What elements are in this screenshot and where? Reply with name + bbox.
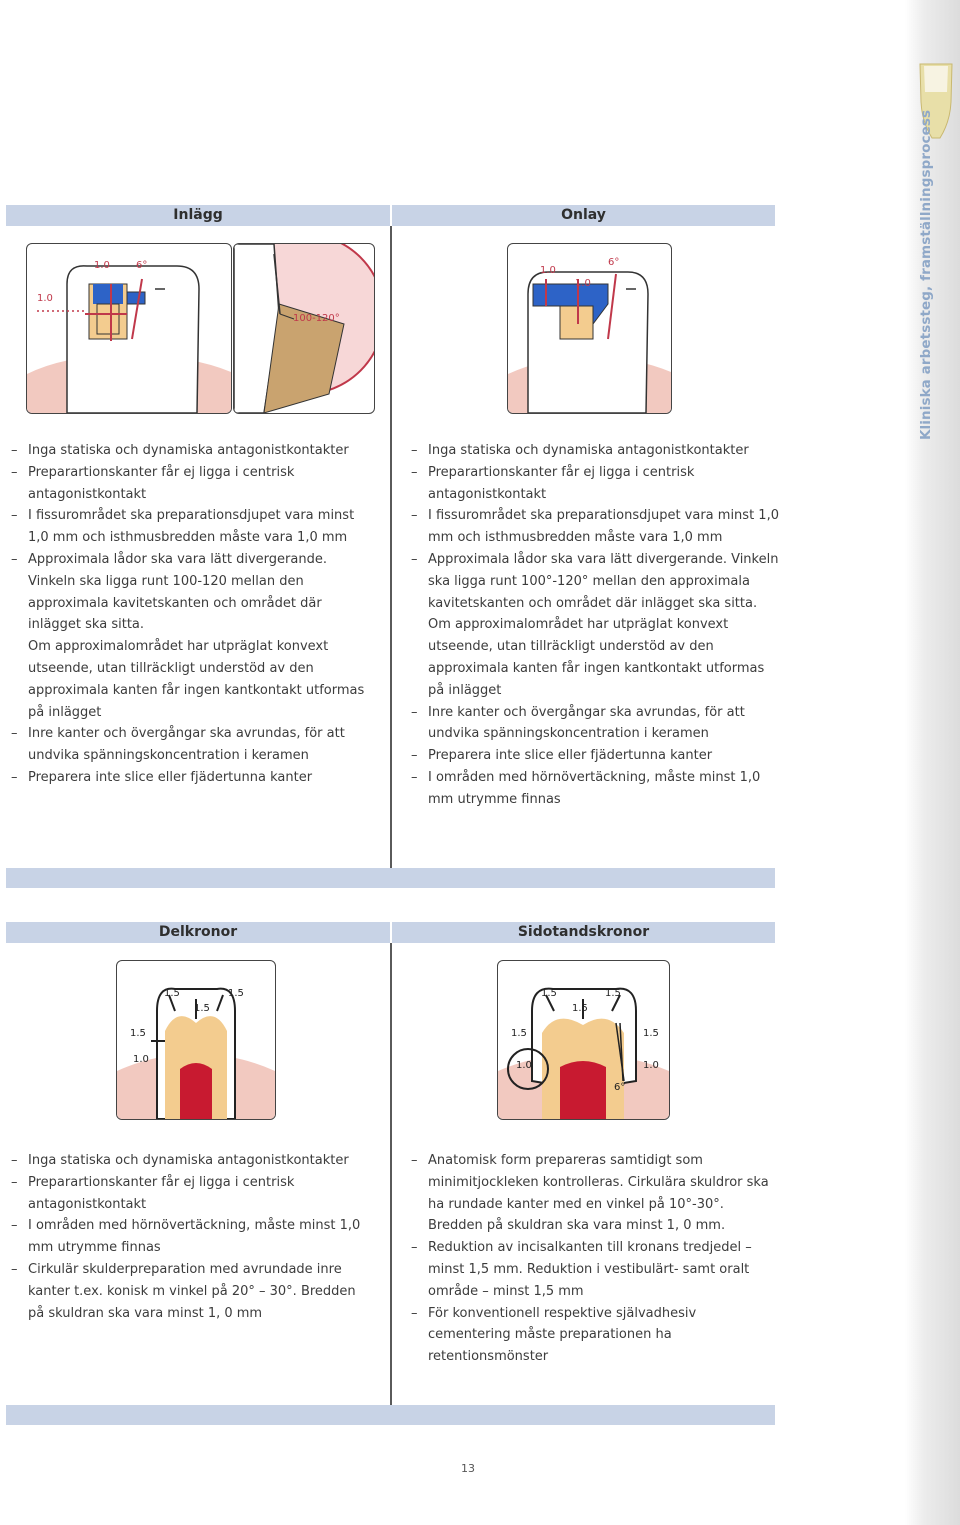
list-item: – För konventionell respektive självadhesiv cementering måste preparationen ha retentionsmönster bbox=[411, 1305, 697, 1365]
section-title-inlagg: Inlägg bbox=[6, 205, 390, 226]
section-title-onlay: Onlay bbox=[392, 205, 775, 226]
list-item: – Inga statiska och dynamiska antagonistkontakter bbox=[11, 1153, 349, 1168]
list-item: – Preparartionskanter får ej ligga i centrisk antagonistkontakt bbox=[11, 464, 295, 502]
sidotandskronor-figure bbox=[497, 960, 670, 1120]
list-item: – Reduktion av incisalkanten till kronans tredjedel – minst 1,5 mm. Reduktion i vestibulärt- samt oralt område – minst 1,5 mm bbox=[411, 1240, 752, 1299]
list-item: – Preparartionskanter får ej ligga i centrisk antagonistkontakt bbox=[11, 1174, 295, 1212]
column-divider bbox=[390, 943, 392, 1405]
delkronor-label-side: 1.5 bbox=[130, 1028, 146, 1039]
onlay-label-c: 6° bbox=[608, 257, 620, 268]
inlagg-angle-figure bbox=[233, 243, 375, 414]
onlay-label-b: 1.0 bbox=[575, 278, 591, 289]
sido-label-t1: 1.5 bbox=[541, 988, 557, 999]
list-item: – Approximala lådor ska vara lätt divergerande. Vinkeln ska ligga runt 100°-120° mellan den approximala kavitetskanten och området där inlägget ska sitta. Om approximalområdet har utpräglat konvext utseende, utan tillräckligt understöd av den approximala kanten får ingen kantkontakt utformas på inlägget bbox=[411, 551, 779, 698]
inlagg-list bbox=[11, 440, 376, 789]
delkronor-list bbox=[11, 1150, 376, 1324]
inlagg-angle-label: 100-120° bbox=[293, 313, 340, 324]
list-item: – I områden med hörnövertäckning, måste minst 1,0 mm utrymme finnas bbox=[411, 769, 761, 807]
inlagg-label-c: 6° bbox=[136, 260, 148, 271]
sido-label-t3: 1.5 bbox=[605, 988, 621, 999]
sido-label-left: 1.5 bbox=[511, 1028, 527, 1039]
delkronor-label-t3: 1.5 bbox=[228, 988, 244, 999]
delkronor-label-t1: 1.5 bbox=[164, 988, 180, 999]
sido-label-right: 1.5 bbox=[643, 1028, 659, 1039]
page-number: 13 bbox=[461, 1462, 475, 1475]
delkronor-label-bottom: 1.0 bbox=[133, 1054, 149, 1065]
section-footer-band bbox=[6, 1405, 775, 1425]
list-item: – Preparartionskanter får ej ligga i centrisk antagonistkontakt bbox=[411, 464, 695, 502]
section-footer-band bbox=[6, 868, 775, 888]
list-item: – Inga statiska och dynamiska antagonistkontakter bbox=[411, 443, 749, 458]
list-item: – I områden med hörnövertäckning, måste minst 1,0 mm utrymme finnas bbox=[11, 1218, 361, 1256]
sido-label-t2: 1.5 bbox=[572, 1003, 588, 1014]
inlagg-label-a: 1.0 bbox=[37, 293, 53, 304]
sido-label-br: 1.0 bbox=[643, 1060, 659, 1071]
list-item: – Cirkulär skulderpreparation med avrundade inre kanter t.ex. konisk m vinkel på 20° – 30°. Bredden på skuldran ska vara minst 1, 0 mm bbox=[11, 1261, 356, 1321]
list-item: – I fissurområdet ska preparationsdjupet vara minst 1,0 mm och isthmusbredden måste vara 1,0 mm bbox=[11, 508, 355, 546]
onlay-tooth-figure bbox=[507, 243, 672, 414]
list-item: – Preparera inte slice eller fjädertunna kanter bbox=[11, 769, 313, 785]
sido-label-bl: 1.0 bbox=[516, 1060, 532, 1071]
column-divider bbox=[390, 226, 392, 868]
section-title-delkronor: Delkronor bbox=[6, 922, 390, 943]
inlagg-tooth-figure bbox=[26, 243, 232, 414]
section-title-sidotandskronor: Sidotandskronor bbox=[392, 922, 775, 943]
list-item: – Anatomisk form prepareras samtidigt som minimitjockleken kontrolleras. Cirkulära skuldror ska ha rundade kanter med en vinkel på 10°-30°. Bredden på skuldran ska vara minst 1, 0 mm. bbox=[411, 1153, 769, 1234]
delkronor-figure bbox=[116, 960, 276, 1120]
sidotandskronor-list bbox=[411, 1150, 776, 1368]
list-item: – I fissurområdet ska preparationsdjupet vara minst 1,0 mm och isthmusbredden måste vara 1,0 mm bbox=[411, 508, 779, 546]
onlay-label-a: 1.0 bbox=[540, 265, 556, 276]
list-item: – Inre kanter och övergångar ska avrundas, för att undvika spänningskoncentration i keramen bbox=[411, 704, 745, 742]
list-item: – Approximala lådor ska vara lätt divergerande. Vinkeln ska ligga runt 100-120 mellan den approximala kavitetskanten och området där inlägget ska sitta. Om approximalområdet har utpräglat konvext utseende, utan tillräckligt understöd av den approximala kanten får ingen kantkontakt utformas på inlägget bbox=[11, 551, 365, 720]
onlay-list bbox=[411, 440, 781, 811]
delkronor-label-t2: 1.5 bbox=[194, 1003, 210, 1014]
list-item: – Inre kanter och övergångar ska avrundas, för att undvika spänningskoncentration i keramen bbox=[11, 726, 345, 764]
side-title: Kliniska arbetssteg, framställningsprocess bbox=[918, 109, 934, 440]
inlagg-label-b: 1.0 bbox=[94, 260, 110, 271]
list-item: – Preparera inte slice eller fjädertunna kanter bbox=[411, 748, 713, 764]
sido-label-angle: 6° bbox=[614, 1082, 626, 1093]
list-item: – Inga statiska och dynamiska antagonistkontakter bbox=[11, 443, 349, 458]
